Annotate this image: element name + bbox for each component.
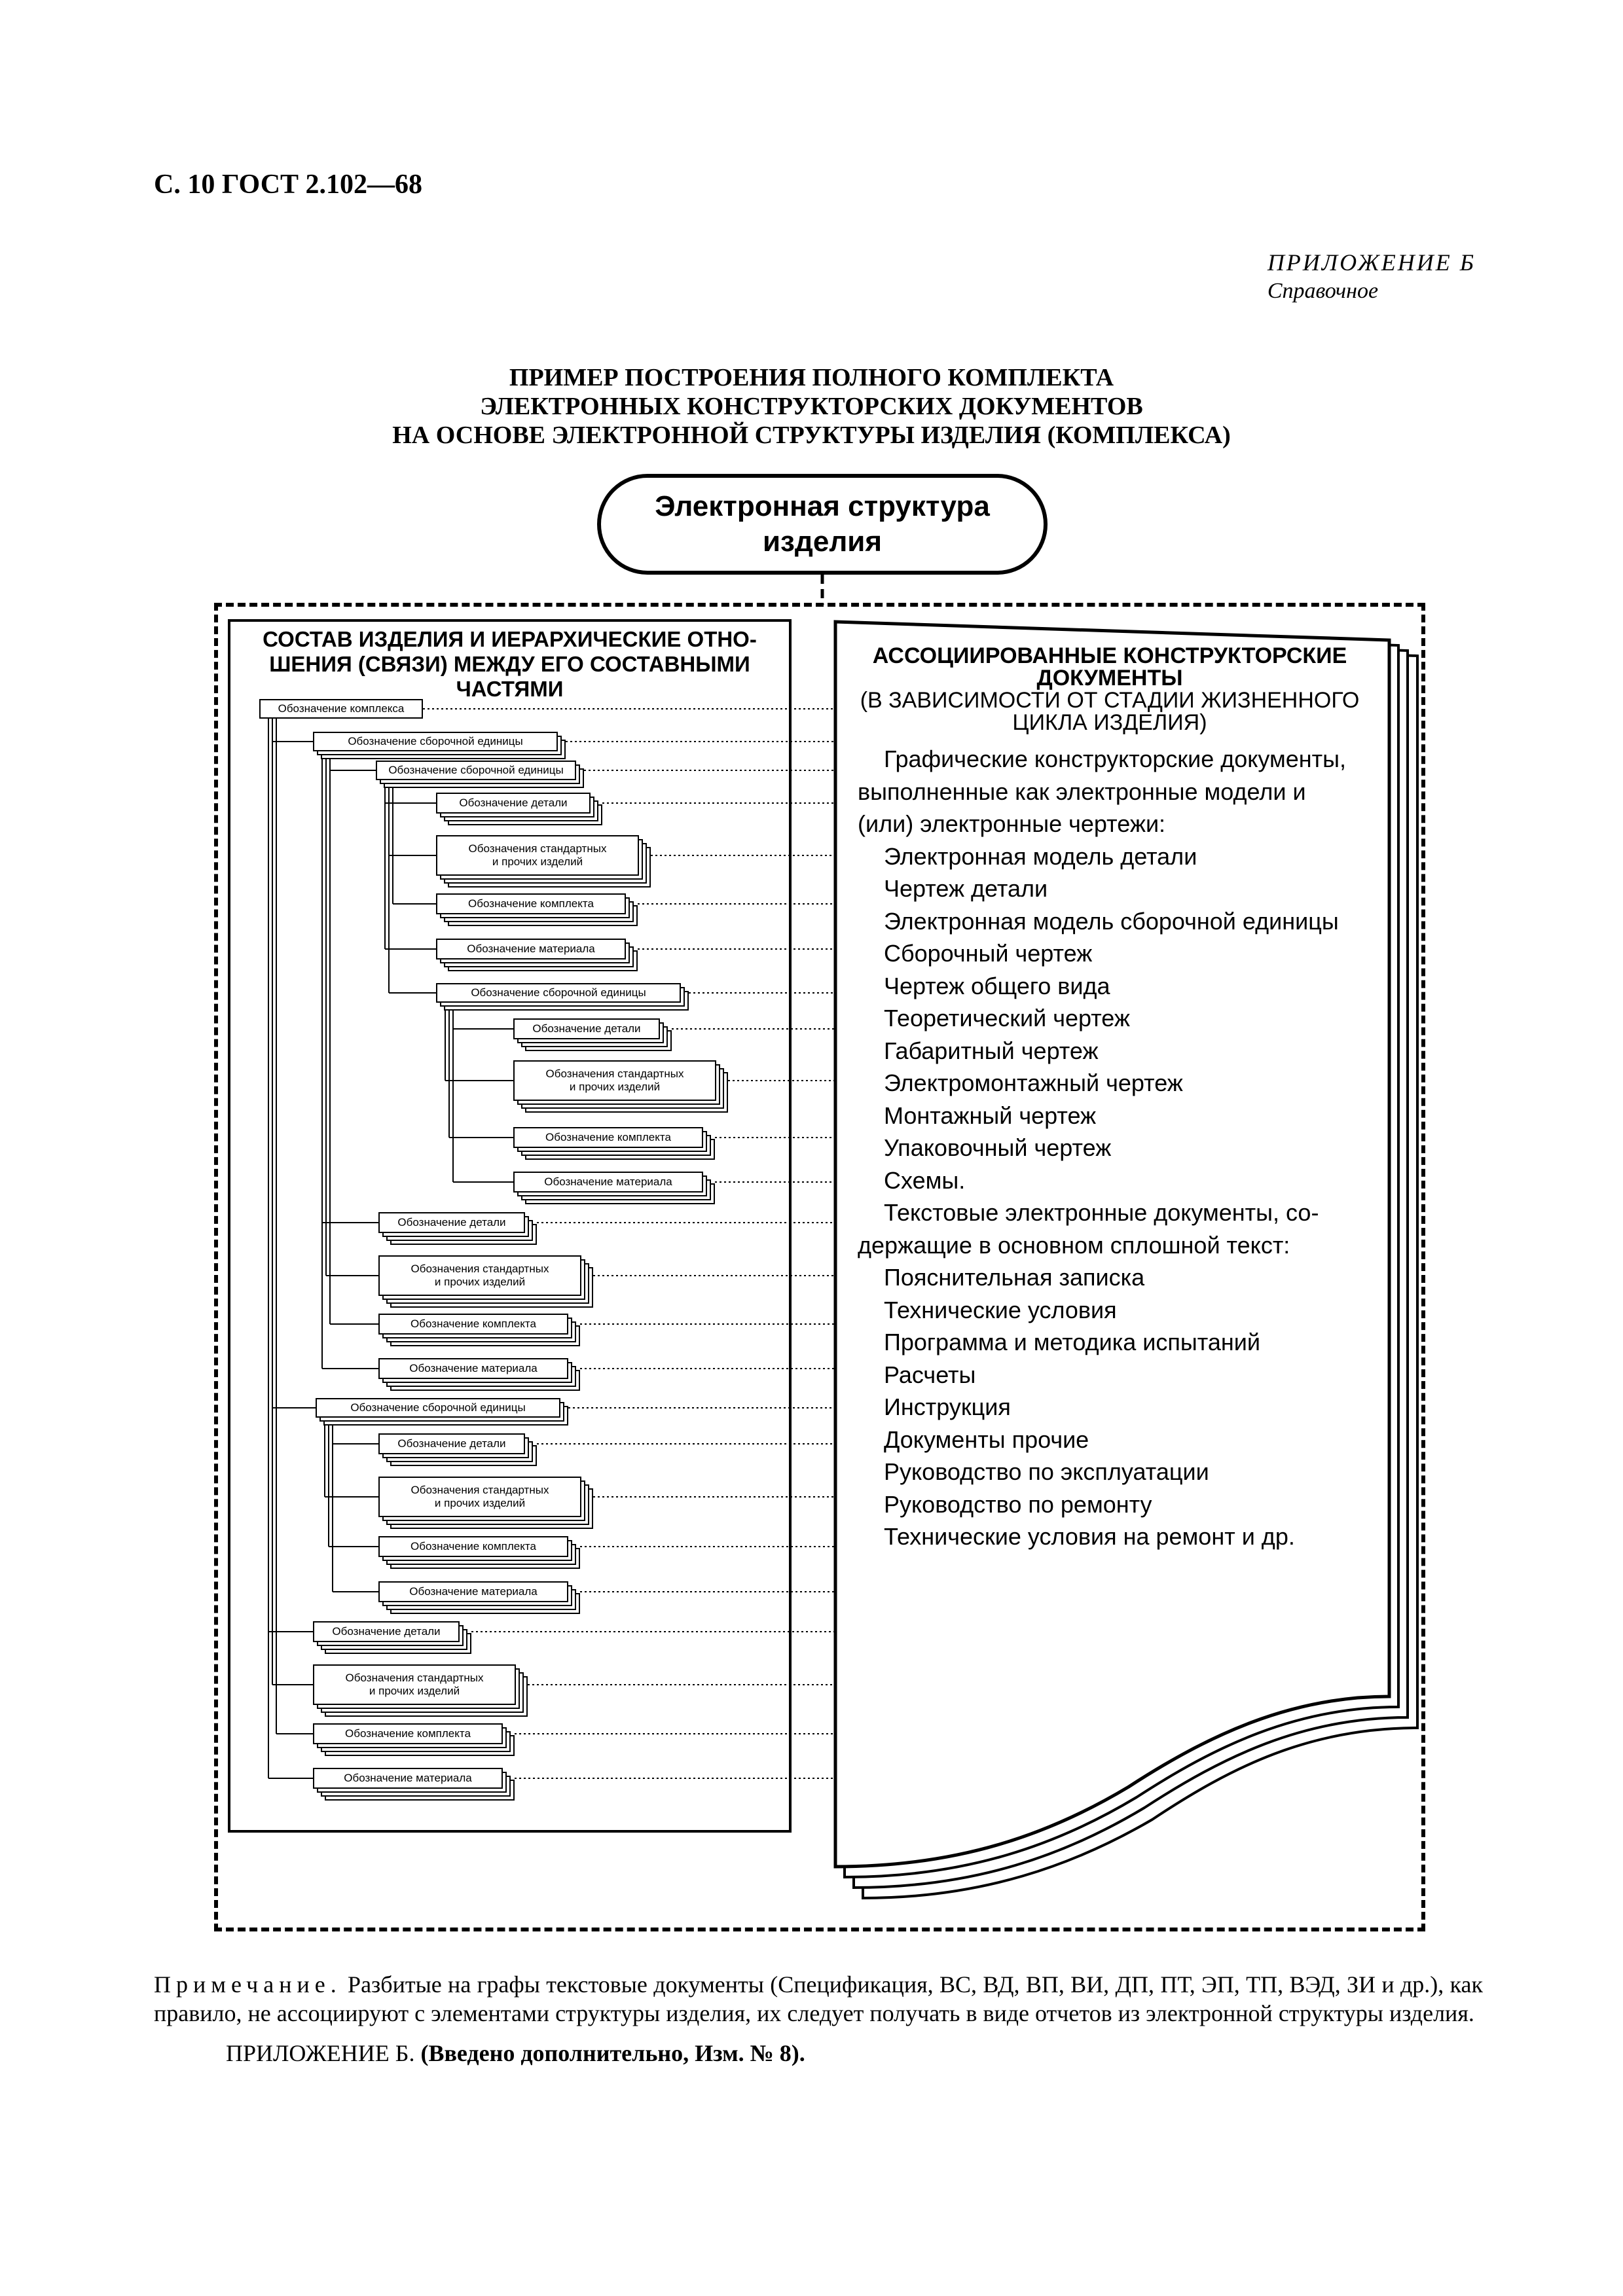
tree-node-label: Обозначение сборочной единицы xyxy=(376,761,576,780)
tree-node xyxy=(259,699,423,719)
tree-node-label: Обозначение материала xyxy=(378,1358,568,1379)
tree-node-label: Обозначение сборочной единицы xyxy=(316,1398,560,1418)
tree-node xyxy=(378,1581,580,1614)
tree-node-label: Обозначение детали xyxy=(313,1621,460,1642)
associated-doc-item: держащие в основном сплошной текст: xyxy=(858,1231,1290,1259)
associated-doc-item: Схемы. xyxy=(884,1166,966,1194)
amendment-footer xyxy=(226,2039,805,2067)
root-label-line: Электронная структура xyxy=(655,490,990,522)
tree-node-label: Обозначение сборочной единицы xyxy=(436,983,681,1003)
associated-doc-item: Электронная модель сборочной единицы xyxy=(884,907,1339,935)
panel-title-line: ЧАСТЯМИ xyxy=(456,677,564,701)
tree-node xyxy=(513,1172,715,1204)
tree-node xyxy=(513,1060,728,1113)
docs-title-line: ДОКУМЕНТЫ xyxy=(1036,666,1183,691)
associated-doc-item: Текстовые электронные документы, со- xyxy=(884,1199,1319,1226)
tree-node-label: Обозначение сборочной единицы xyxy=(313,732,558,751)
tree-node xyxy=(436,893,638,926)
title-line: ПРИМЕР ПОСТРОЕНИЯ ПОЛНОГО КОМПЛЕКТА xyxy=(509,364,1114,391)
panel-title-line: ШЕНИЯ (СВЯЗИ) МЕЖДУ ЕГО СОСТАВНЫМИ xyxy=(269,652,750,676)
footer-prefix: ПРИЛОЖЕНИЕ Б. xyxy=(226,2040,415,2066)
associated-doc-item: Руководство по эксплуатации xyxy=(884,1458,1209,1485)
tree-node xyxy=(376,761,584,788)
associated-doc-item: Пояснительная записка xyxy=(884,1264,1145,1291)
associated-doc-item: Электронная модель детали xyxy=(884,842,1197,870)
associated-doc-item: Технические условия на ремонт и др. xyxy=(884,1523,1295,1550)
tree-node xyxy=(313,1768,515,1801)
tree-node xyxy=(378,1255,593,1308)
tree-node xyxy=(313,1621,471,1654)
associated-doc-item: Монтажный чертеж xyxy=(884,1102,1097,1129)
tree-node-label: Обозначение материала xyxy=(313,1768,503,1789)
tree-node-label: Обозначения стандартных и прочих изделий xyxy=(313,1664,516,1705)
tree-node-label: Обозначение материала xyxy=(378,1581,568,1602)
tree-node-label: Обозначения стандартных и прочих изделий xyxy=(378,1477,581,1517)
composition-panel-title xyxy=(228,627,792,702)
appendix-name: ПРИЛОЖЕНИЕ Б xyxy=(1267,249,1476,276)
associated-doc-item: Программа и методика испытаний xyxy=(884,1329,1260,1355)
associated-doc-item: Упаковочный чертеж xyxy=(884,1134,1112,1161)
tree-node xyxy=(313,1723,515,1756)
associated-doc-item: Документы прочие xyxy=(884,1426,1089,1453)
associated-doc-item: (или) электронные чертежи: xyxy=(858,810,1166,837)
tree-node xyxy=(436,983,689,1011)
tree-node-label: Обозначение комплекта xyxy=(378,1314,568,1335)
associated-doc-item: Расчеты xyxy=(884,1361,976,1388)
associated-doc-item: Сборочный чертеж xyxy=(884,940,1093,967)
tree-node xyxy=(436,793,602,825)
tree-node-label: Обозначение комплекса xyxy=(259,699,423,719)
tree-node xyxy=(378,1536,580,1569)
tree-node-label: Обозначение детали xyxy=(436,793,591,814)
note-text: Разбитые на графы текстовые документы (Спецификация, ВС, ВД, ВП, ВИ, ДП, ПТ, ЭП, ТП, ВЭД, ЗИ и др.), как правило, не ассоциируют с элементами структуры изделия, их следует получать в виде отчетов из электронной структуры изделия. xyxy=(154,1971,1483,2026)
tree-node xyxy=(436,939,638,971)
associated-doc-item: Чертеж детали xyxy=(884,875,1048,902)
tree-node-label: Обозначения стандартных и прочих изделий xyxy=(378,1255,581,1296)
tree-node-label: Обозначение материала xyxy=(513,1172,703,1193)
associated-doc-item: Руководство по ремонту xyxy=(884,1490,1152,1518)
tree-node xyxy=(316,1398,568,1426)
tree-node xyxy=(436,835,651,888)
tree-node xyxy=(313,732,566,759)
associated-doc-item: Теоретический чертеж xyxy=(884,1005,1130,1031)
tree-node xyxy=(378,1358,580,1391)
appendix-type: Справочное xyxy=(1267,279,1379,303)
tree-node xyxy=(378,1433,537,1466)
tree-node-label: Обозначение комплекта xyxy=(313,1723,503,1744)
panel-title-line: СОСТАВ ИЗДЕЛИЯ И ИЕРАРХИЧЕСКИЕ ОТНО- xyxy=(263,627,757,651)
associated-docs-list xyxy=(858,743,1395,1553)
docs-title-line: ЦИКЛА ИЗДЕЛИЯ) xyxy=(1012,710,1207,735)
associated-doc-item: Графические конструкторские документы, xyxy=(884,745,1347,772)
tree-node xyxy=(378,1314,580,1346)
tree-node-label: Обозначение материала xyxy=(436,939,626,960)
tree-node xyxy=(378,1212,537,1245)
associated-doc-item: выполненные как электронные модели и xyxy=(858,778,1306,805)
tree-node xyxy=(513,1018,672,1051)
docs-title-line: (В ЗАВИСИМОСТИ ОТ СТАДИИ ЖИЗНЕННОГО xyxy=(860,688,1360,713)
associated-doc-item: Чертеж общего вида xyxy=(884,972,1110,999)
associated-doc-item: Инструкция xyxy=(884,1393,1011,1420)
associated-docs-title xyxy=(835,645,1385,734)
associated-doc-item: Технические условия xyxy=(884,1296,1117,1323)
associated-doc-item: Габаритный чертеж xyxy=(884,1037,1099,1064)
footer-amendment: (Введено дополнительно, Изм. № 8). xyxy=(414,2040,805,2066)
tree-node-label: Обозначения стандартных и прочих изделий xyxy=(513,1060,716,1101)
tree-node-label: Обозначение комплекта xyxy=(436,893,626,914)
tree-node-label: Обозначение комплекта xyxy=(378,1536,568,1557)
page-header: С. 10 ГОСТ 2.102—68 xyxy=(154,170,423,200)
tree-node xyxy=(378,1477,593,1529)
tree-node-label: Обозначения стандартных и прочих изделий xyxy=(436,835,639,876)
tree-node-label: Обозначение детали xyxy=(378,1212,525,1233)
tree-node xyxy=(313,1664,528,1717)
associated-doc-item: Электромонтажный чертеж xyxy=(884,1069,1183,1096)
tree-node-label: Обозначение детали xyxy=(513,1018,660,1039)
note-paragraph xyxy=(154,1970,1483,2028)
note-label: Примечание. xyxy=(154,1971,342,1998)
docs-title-line: АССОЦИИРОВАННЫЕ КОНСТРУКТОРСКИЕ xyxy=(872,643,1347,668)
title-line: НА ОСНОВЕ ЭЛЕКТРОННОЙ СТРУКТУРЫ ИЗДЕЛИЯ (КОМПЛЕКСА) xyxy=(392,422,1231,449)
tree-node-label: Обозначение детали xyxy=(378,1433,525,1454)
tree-node xyxy=(513,1127,715,1160)
title-line: ЭЛЕКТРОННЫХ КОНСТРУКТОРСКИХ ДОКУМЕНТОВ xyxy=(480,393,1143,420)
root-label-line: изделия xyxy=(763,526,882,558)
tree-node-label: Обозначение комплекта xyxy=(513,1127,703,1148)
